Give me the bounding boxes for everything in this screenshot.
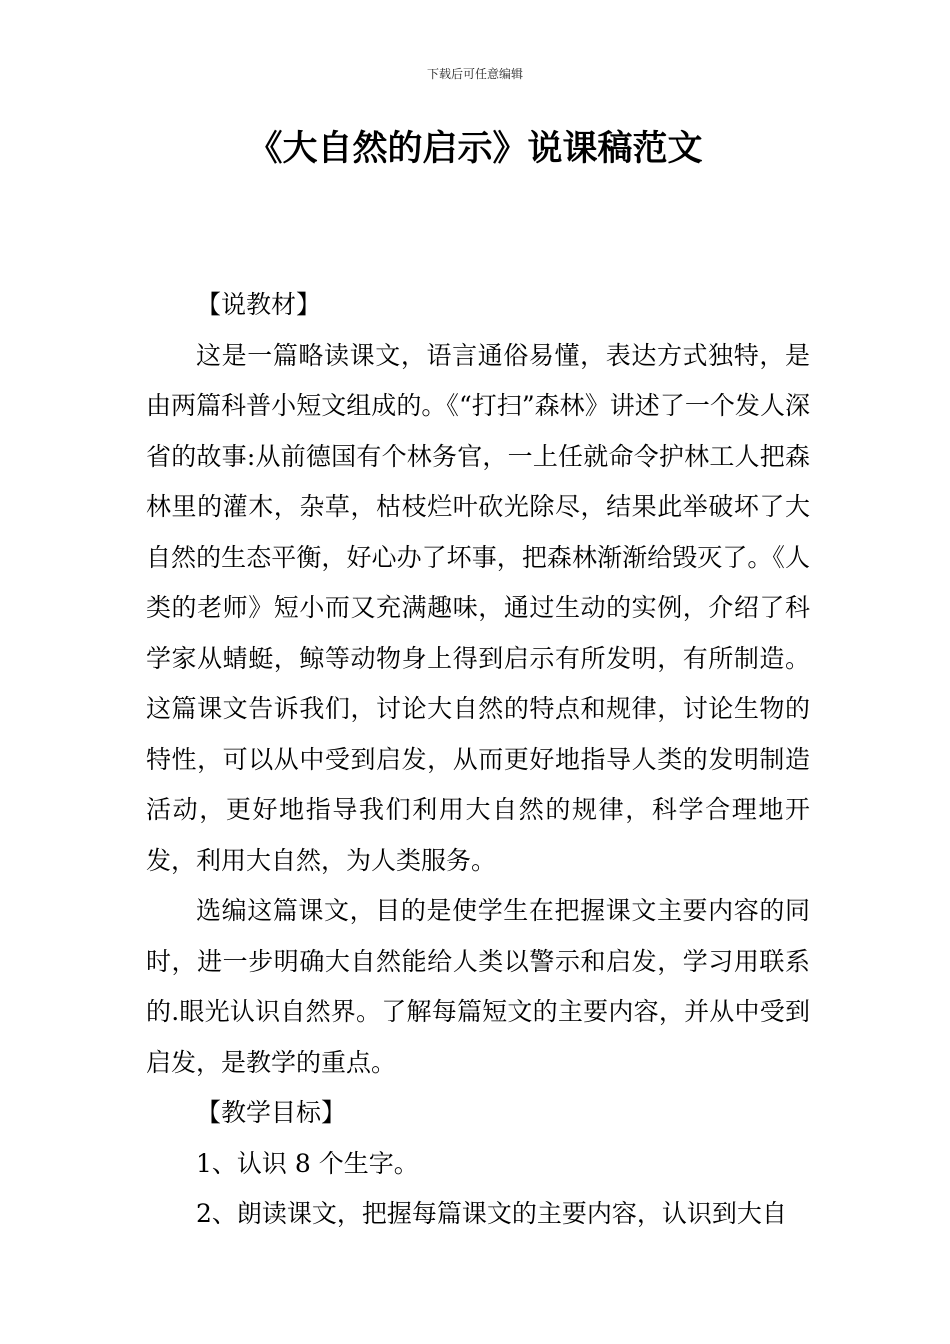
paragraph-text-purpose: 选编这篇课文，目的是使学生在把握课文主要内容的同时，进一步明确大自然能给人类以警示和启发，学习用联系的.眼光认识自然界。了解每篇短文的主要内容，并从中受到启发，是教学的重点。 — [146, 896, 810, 1077]
section-heading-teaching-material: 【说教材】 — [196, 290, 322, 319]
document-body — [146, 280, 810, 1240]
document-title: 《大自然的启示》说课稿范文 — [247, 129, 703, 169]
goal-item-2: 2、朗读课文，把握每篇课文的主要内容，认识到大自 — [196, 1199, 787, 1228]
section-heading-teaching-goals: 【教学目标】 — [196, 1098, 347, 1127]
goal-item-1: 1、认识 8 个生字。 — [196, 1148, 419, 1178]
paragraph-text-overview: 这是一篇略读课文，语言通俗易懂，表达方式独特，是由两篇科普小短文组成的。《“打扫”森林》讲述了一个发人深省的故事:从前德国有个林务官，一上任就命令护林工人把森林里的灌木，杂草，枯枝烂叶砍光除尽，结果此举破坏了大自然的生态平衡，好心办了坏事，把森林渐渐给毁灭了。《人类的老师》短小而又充满趣味，通过生动的实例，介绍了科学家从蜻蜓，鲸等动物身上得到启示有所发明，有所制造。这篇课文告诉我们，讨论大自然的特点和规律，讨论生物的特性，可以从中受到启发，从而更好地指导人类的发明制造活动，更好地指导我们利用大自然的规律，科学合理地开发，利用大自然，为人类服务。 — [146, 340, 810, 875]
header-note: 下载后可任意编辑 — [426, 67, 523, 81]
